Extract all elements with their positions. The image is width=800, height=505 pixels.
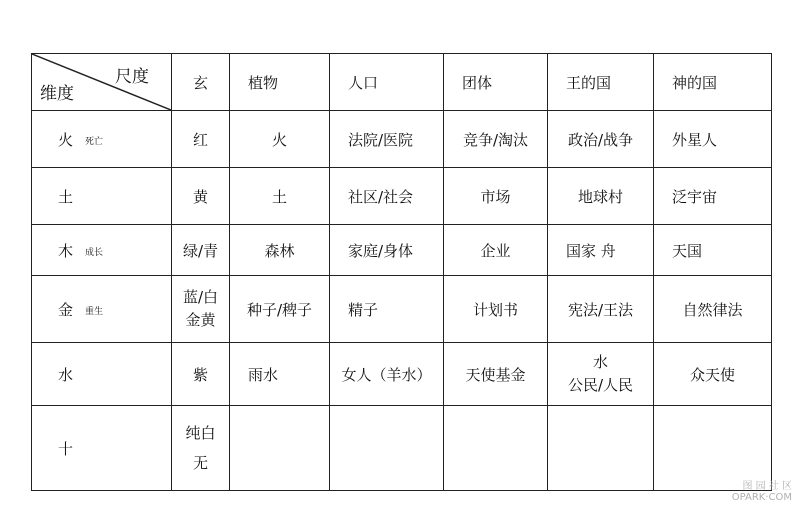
watermark xyxy=(732,481,792,503)
table-cell: 地球村 xyxy=(548,168,654,225)
row-sublabel: 重生 xyxy=(85,306,104,317)
table-row xyxy=(32,225,772,276)
row-header xyxy=(32,225,172,276)
cell-line: 纯白 xyxy=(185,424,216,442)
table-cell xyxy=(548,343,654,406)
row-label: 十 xyxy=(58,439,74,458)
table-cell: 众天使 xyxy=(654,343,772,406)
cell-line: 水 xyxy=(592,352,608,371)
table-cell: 雨水 xyxy=(230,343,330,406)
table-cell: 泛宇宙 xyxy=(654,168,772,225)
corner-label-dimension: 维度 xyxy=(40,84,74,104)
table-cell: 家庭/身体 xyxy=(330,225,444,276)
table-row xyxy=(32,168,772,225)
table-cell-empty xyxy=(330,406,444,491)
watermark-line: OPARK·COM xyxy=(731,492,792,503)
dimension-table xyxy=(31,53,772,491)
table-row xyxy=(32,343,772,406)
row-sublabel: 成长 xyxy=(85,247,104,258)
col-header: 玄 xyxy=(172,54,230,111)
table-cell: 精子 xyxy=(330,276,444,343)
cell-line: 公民/人民 xyxy=(567,376,634,394)
col-header: 人口 xyxy=(330,54,444,111)
row-label: 木 xyxy=(58,241,74,260)
table-row xyxy=(32,111,772,168)
table-cell xyxy=(172,276,230,343)
table-cell-empty xyxy=(654,406,772,491)
row-header xyxy=(32,111,172,168)
corner-label-scale: 尺度 xyxy=(115,67,149,87)
table-cell: 红 xyxy=(172,111,230,168)
table-cell: 天国 xyxy=(654,225,772,276)
table-cell: 计划书 xyxy=(444,276,548,343)
watermark-line: 图 园 社 区 xyxy=(742,481,792,492)
row-label: 火 xyxy=(58,130,74,149)
col-header: 植物 xyxy=(230,54,330,111)
row-label: 水 xyxy=(58,365,74,384)
table-cell: 森林 xyxy=(230,225,330,276)
table-cell: 法院/医院 xyxy=(330,111,444,168)
table-row xyxy=(32,276,772,343)
table-cell: 市场 xyxy=(444,168,548,225)
table-cell-empty xyxy=(230,406,330,491)
table-cell xyxy=(172,406,230,491)
cell-line: 蓝/白 xyxy=(182,287,219,306)
table-cell: 国家 舟 xyxy=(548,225,654,276)
table-cell: 宪法/王法 xyxy=(548,276,654,343)
row-header xyxy=(32,276,172,343)
row-label: 金 xyxy=(58,300,74,319)
table-cell: 政治/战争 xyxy=(548,111,654,168)
table-cell: 黄 xyxy=(172,168,230,225)
table-cell: 火 xyxy=(230,111,330,168)
table-cell-empty xyxy=(548,406,654,491)
header-row xyxy=(32,54,772,111)
row-header xyxy=(32,343,172,406)
table-cell: 土 xyxy=(230,168,330,225)
table-cell: 紫 xyxy=(172,343,230,406)
table-cell: 自然律法 xyxy=(654,276,772,343)
row-label: 土 xyxy=(58,187,74,206)
row-header xyxy=(32,168,172,225)
table-cell: 企业 xyxy=(444,225,548,276)
table-cell: 外星人 xyxy=(654,111,772,168)
col-header: 团体 xyxy=(444,54,548,111)
table-cell: 女人（羊水） xyxy=(330,343,444,406)
table-cell: 绿/青 xyxy=(172,225,230,276)
cell-line: 金黄 xyxy=(185,311,216,329)
col-header: 王的国 xyxy=(548,54,654,111)
table-cell: 社区/社会 xyxy=(330,168,444,225)
table-cell-empty xyxy=(444,406,548,491)
row-sublabel: 死亡 xyxy=(85,136,104,147)
row-header xyxy=(32,406,172,491)
table-cell: 种子/稗子 xyxy=(230,276,330,343)
corner-header-cell xyxy=(32,54,172,111)
col-header: 神的国 xyxy=(654,54,772,111)
table-row xyxy=(32,406,772,491)
table-cell: 竞争/淘汰 xyxy=(444,111,548,168)
table-cell: 天使基金 xyxy=(444,343,548,406)
cell-line: 无 xyxy=(192,454,208,472)
